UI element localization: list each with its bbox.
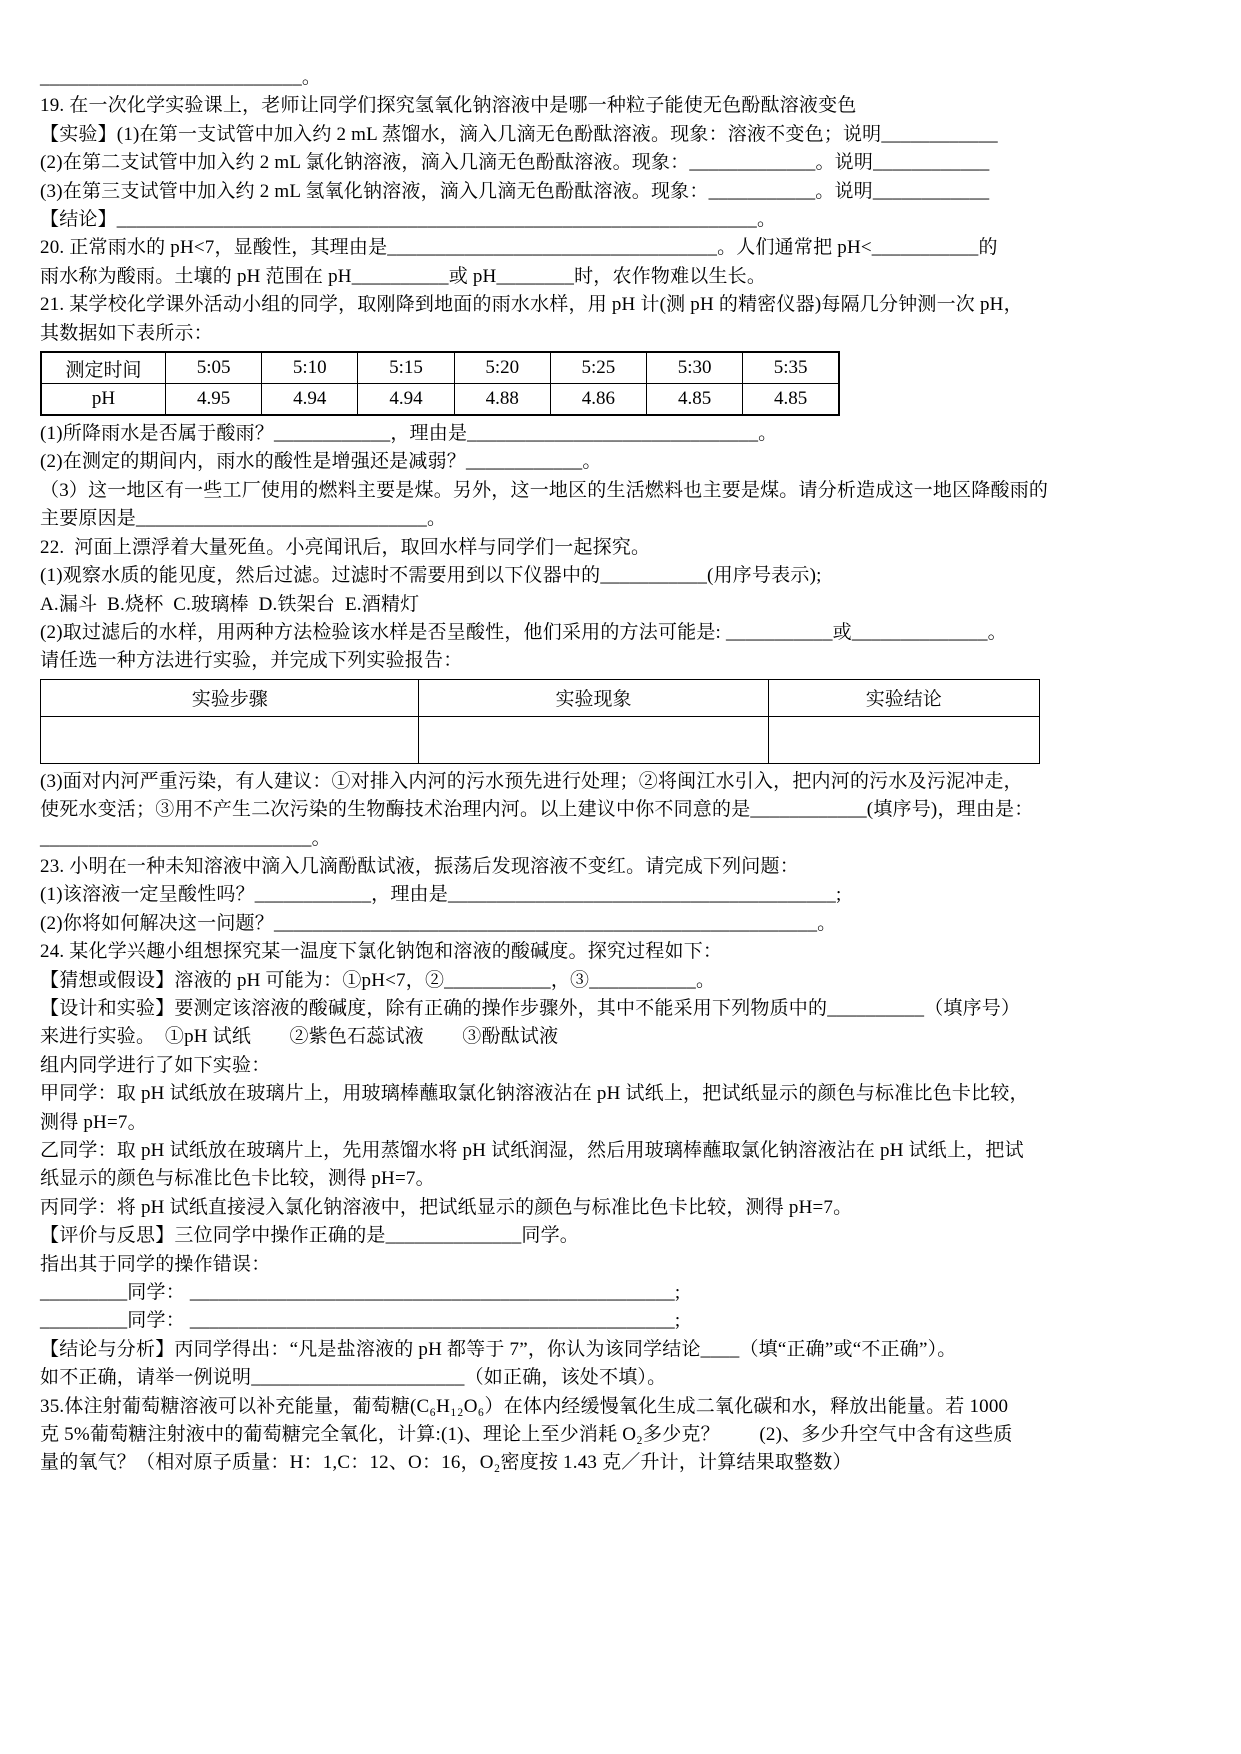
q24-design-line-1: 【设计和实验】要测定该溶液的酸碱度，除有正确的操作步骤外，其中不能采用下列物质中的__________（填序号） xyxy=(40,997,1021,1019)
table-cell: 4.94 xyxy=(358,384,454,416)
q23-sub-2: (2)你将如何解决这一问题？________________________________________________________。 xyxy=(40,912,837,934)
table-cell xyxy=(768,716,1039,763)
table-cell: 实验结论 xyxy=(768,679,1039,716)
q19-experiment-step-1: 【实验】(1)在第一支试管中加入约 2 mL 蒸馏水，滴入几滴无色酚酞溶液。现象：溶液不变色；说明____________ xyxy=(40,123,998,145)
q35-line-3: 量的氧气？（相对原子质量：H：1,C：12、O：16，O₂密度按 1.43 克／升计，计算结果取整数） xyxy=(40,1452,852,1474)
table-row xyxy=(41,352,839,384)
q23-sub-1: (1)该溶液一定呈酸性吗？____________，理由是________________________________________; xyxy=(40,884,842,906)
table-cell: 5:30 xyxy=(647,352,743,384)
table-row xyxy=(41,384,839,416)
q22-sub-3-line-1: (3)面对内河严重污染，有人建议：①对排入内河的污水预先进行处理；②将闽江水引入，把内河的污水及污泥冲走， xyxy=(40,770,1023,792)
q19-title: 19. 在一次化学实验课上，老师让同学们探究氢氧化钠溶液中是哪一种粒子能使无色酚酞溶液变色 xyxy=(40,95,857,117)
q21-sub-3-line-2: 主要原因是______________________________。 xyxy=(40,508,447,530)
q23-title: 23. 小明在一种未知溶液中滴入几滴酚酞试液，振荡后发现溶液不变红。请完成下列问题： xyxy=(40,855,799,877)
q21-sub-2: (2)在测定的期间内，雨水的酸性是增强还是减弱？____________。 xyxy=(40,451,602,473)
experiment-report-table xyxy=(40,679,1040,764)
q24-point-out-errors: 指出其于同学的操作错误： xyxy=(40,1253,271,1275)
q21-sub-1: (1)所降雨水是否属于酸雨？____________，理由是______________________________。 xyxy=(40,423,778,445)
table-cell: 4.88 xyxy=(454,384,550,416)
q19-conclusion: 【结论】__________________________________________________________________。 xyxy=(40,209,777,231)
table-cell: pH xyxy=(41,384,166,416)
q24-conclusion-line-1: 【结论与分析】丙同学得出：“凡是盐溶液的 pH 都等于 7”，你认为该同学结论____（填“正确”或“不正确”）。 xyxy=(40,1338,957,1360)
q22-sub-1: (1)观察水质的能见度，然后过滤。过滤时不需要用到以下仪器中的___________(用序号表示); xyxy=(40,565,822,587)
table-cell xyxy=(419,716,768,763)
table-row xyxy=(41,716,1040,763)
table-cell: 5:05 xyxy=(166,352,262,384)
table-cell xyxy=(41,716,419,763)
table-header-row xyxy=(41,679,1040,716)
q35-line-2: 克 5%葡萄糖注射液中的葡萄糖完全氧化，计算:(1)、理论上至少消耗 O₂多少克？ (2)、多少升空气中含有这些质 xyxy=(40,1424,1013,1446)
q22-sub-3-line-3: ____________________________。 xyxy=(40,827,331,849)
table-cell: 5:15 xyxy=(358,352,454,384)
table-cell: 4.95 xyxy=(166,384,262,416)
q24-student-jia-line-2: 测得 pH=7。 xyxy=(40,1111,147,1133)
q22-sub-2-line-2: 请任选一种方法进行实验，并完成下列实验报告： xyxy=(40,650,463,672)
q24-title: 24. 某化学兴趣小组想探究某一温度下氯化钠饱和溶液的酸碱度。探究过程如下： xyxy=(40,941,723,963)
q21-sub-3-line-1: （3）这一地区有一些工厂使用的燃料主要是煤。另外，这一地区的生活燃料也主要是煤。请分析造成这一地区降酸雨的 xyxy=(40,479,1049,501)
table-cell: 4.94 xyxy=(262,384,358,416)
q24-error-blank-1: _________同学： __________________________________________________; xyxy=(40,1282,681,1304)
q24-student-bing: 丙同学：将 pH 试纸直接浸入氯化钠溶液中，把试纸显示的颜色与标准比色卡比较，测得 pH=7。 xyxy=(40,1196,853,1218)
table-cell: 5:20 xyxy=(454,352,550,384)
q22-instrument-options: A.漏斗 B.烧杯 C.玻璃棒 D.铁架台 E.酒精灯 xyxy=(40,593,420,615)
q22-title: 22. 河面上漂浮着大量死鱼。小亮闻讯后，取回水样与同学们一起探究。 xyxy=(40,536,651,558)
q21-intro-line-2: 其数据如下表所示： xyxy=(40,322,213,344)
table-cell: 测定时间 xyxy=(41,352,166,384)
q24-conclusion-line-2: 如不正确，请举一例说明______________________（如正确，该处不填）。 xyxy=(40,1367,667,1389)
table-cell: 5:10 xyxy=(262,352,358,384)
table-cell: 4.85 xyxy=(743,384,839,416)
q35-line-1: 35.体注射葡萄糖溶液可以补充能量，葡萄糖(C₆H₁₂O₆）在体内经缓慢氧化生成二氧化碳和水，释放出能量。若 1000 xyxy=(40,1395,1009,1417)
ph-measurements-table xyxy=(40,351,840,416)
q21-intro-line-1: 21. 某学校化学课外活动小组的同学，取刚降到地面的雨水水样，用 pH 计(测 pH 的精密仪器)每隔几分钟测一次 pH， xyxy=(40,294,1023,316)
q22-sub-2-line-1: (2)取过滤后的水样，用两种方法检验该水样是否呈酸性，他们采用的方法可能是: ___________或______________。 xyxy=(40,621,1007,643)
q19-experiment-step-3: (3)在第三支试管中加入约 2 mL 氢氧化钠溶液，滴入几滴无色酚酞溶液。现象：___________。说明____________ xyxy=(40,180,990,202)
q24-error-blank-2: _________同学： __________________________________________________; xyxy=(40,1310,681,1332)
table-cell: 4.86 xyxy=(550,384,646,416)
q24-student-jia-line-1: 甲同学：取 pH 试纸放在玻璃片上，用玻璃棒蘸取氯化钠溶液沾在 pH 试纸上，把试纸显示的颜色与标准比色卡比较， xyxy=(40,1083,1029,1105)
q24-design-line-2: 来进行实验。 ①pH 试纸 ②紫色石蕊试液 ③酚酞试液 xyxy=(40,1026,559,1048)
q22-sub-3-line-2: 使死水变活；③用不产生二次污染的生物酶技术治理内河。以上建议中你不同意的是____________(填序号)，理由是： xyxy=(40,799,1034,821)
table-cell: 实验步骤 xyxy=(41,679,419,716)
q24-student-yi-line-1: 乙同学：取 pH 试纸放在玻璃片上，先用蒸馏水将 pH 试纸润湿，然后用玻璃棒蘸取氯化钠溶液沾在 pH 试纸上，把试 xyxy=(40,1140,1024,1161)
q19-experiment-step-2: (2)在第二支试管中加入约 2 mL 氯化钠溶液，滴入几滴无色酚酞溶液。现象：_____________。说明____________ xyxy=(40,152,990,174)
q20-line-1: 20. 正常雨水的 pH<7，显酸性，其理由是__________________________________。人们通常把 pH<___________的 xyxy=(40,237,998,259)
q24-evaluation: 【评价与反思】三位同学中操作正确的是______________同学。 xyxy=(40,1225,580,1247)
q24-group-intro: 组内同学进行了如下实验： xyxy=(40,1054,271,1076)
table-cell: 4.85 xyxy=(647,384,743,416)
q24-hypothesis: 【猜想或假设】溶液的 pH 可能为：①pH<7，②___________，③___________。 xyxy=(40,969,716,991)
table-cell: 5:35 xyxy=(743,352,839,384)
q20-line-2: 雨水称为酸雨。土壤的 pH 范围在 pH__________或 pH________时，农作物难以生长。 xyxy=(40,265,767,287)
fill-blank-line: ___________________________。 xyxy=(40,67,322,88)
table-cell: 5:25 xyxy=(550,352,646,384)
q24-student-yi-line-2: 纸显示的颜色与标准比色卡比较，测得 pH=7。 xyxy=(40,1168,435,1190)
table-cell: 实验现象 xyxy=(419,679,768,716)
